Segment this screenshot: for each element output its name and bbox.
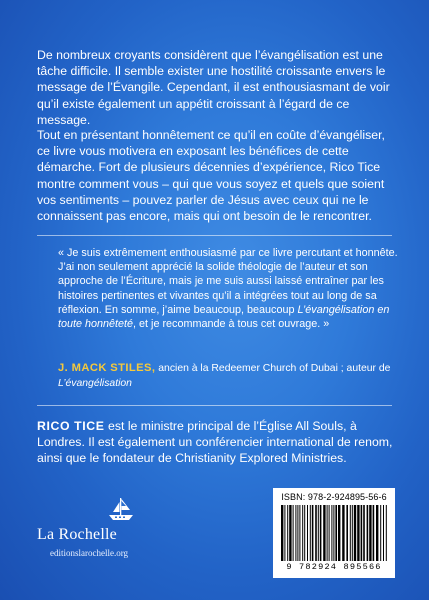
divider-top	[37, 235, 392, 236]
intro-paragraph-2: Tout en présentant honnêtement ce qu’il en coûte d’évangéliser, ce livre vous motivera en exposant les bénéfices de cette démarche. Fort de plusieurs décennies d’expérience, Rico Tice montre comment vous – qui que vous soyez et quels que soient vos sentiments – pouvez parler de Jésus avec ceux qui ne le connaissent pas encore, mais qui ont besoin de le rencontrer.	[37, 128, 385, 224]
bio-author-name: RICO TICE	[37, 419, 105, 433]
publisher-website: editionslarochelle.org	[50, 548, 129, 558]
quote-text: « Je suis extrêmement enthousiasmé par ce livre percutant et honnête. J’ai non seulement apprécié la solide théologie de l’auteur et son approche de l’Écriture, mais je me suis aussi laissé entraîner par les histoires pertinentes et vivantes qu’il a intégrées tout au long de sa réflexion. En somme, j’aime beaucoup, beaucoup	[58, 247, 398, 316]
testimonial-author-name: J. MACK STILES,	[58, 362, 156, 374]
testimonial-attribution	[58, 361, 398, 391]
publisher-name: La Rochelle	[37, 526, 117, 543]
testimonial-author-book: L’évangélisation	[58, 377, 132, 389]
bio-text: est le ministre principal de l’Église All Souls, à Londres. Il est également un conférencier international de renom, ainsi que le fondateur de Christianity Explored Ministries.	[37, 419, 393, 466]
quote-book-title: L’évangélisation en toute honnêteté	[58, 303, 390, 331]
intro-paragraph-1: De nombreux croyants considèrent que l’évangélisation est une tâche difficile. Il semble exister une hostilité croissante envers le message de l’Évangile. Cependant, il est enthousiasmant de voir qu’il existe également un appétit croissant à l’égard de ce message.	[37, 48, 390, 127]
barcode	[273, 488, 395, 578]
barcode-number: 9 782924 895566	[286, 562, 382, 572]
divider-bottom	[37, 405, 392, 406]
testimonial-author-role: ancien à la Redeemer Church of Dubai ; auteur de	[158, 363, 391, 374]
quote-text-end: , et je recommande à tous cet ouvrage. »	[133, 318, 330, 331]
testimonial-quote	[58, 246, 398, 331]
isbn-label: ISBN: 978-2-924895-56-6	[281, 492, 387, 502]
barcode-bars	[279, 505, 389, 561]
author-bio	[37, 418, 397, 467]
ship-icon	[106, 497, 136, 523]
